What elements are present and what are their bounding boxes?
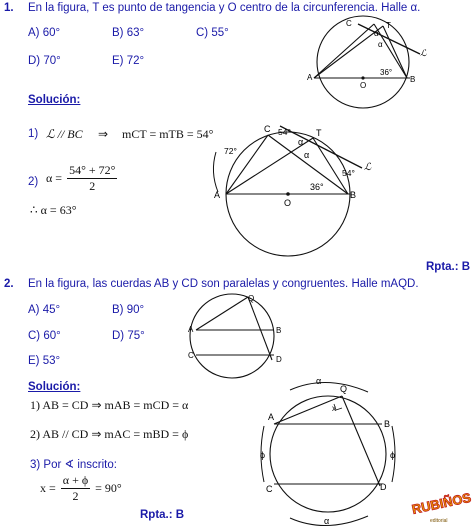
fig-label: x — [332, 404, 336, 413]
fig-label: C — [346, 19, 352, 28]
problem2-step3-formula — [40, 473, 122, 504]
problem1-step3: ∴ α = 63° — [30, 203, 77, 217]
problem1-number: 1. — [4, 2, 14, 14]
problem2-step3: 3) Por ∢ inscrito: — [30, 459, 117, 471]
problem2-step3-numerator: α + ϕ — [62, 473, 89, 487]
problem1-figure-large — [210, 122, 380, 272]
problem2-option-c: C) 60° — [28, 330, 61, 342]
fig-label: A — [214, 190, 221, 200]
fig-label: ℒ — [420, 48, 427, 58]
fig-label: B — [276, 326, 282, 335]
problem2-answer: Rpta.: B — [140, 509, 185, 521]
fig-label: O — [284, 198, 292, 208]
problem2-option-b: B) 90° — [112, 304, 145, 316]
fig-label: Q — [248, 294, 255, 303]
problem1-figure-small — [300, 14, 440, 104]
fig-label: T — [316, 128, 322, 138]
problem1-step2-numerator: 54° + 72° — [69, 163, 116, 177]
problem2-step3-denominator: 2 — [72, 489, 79, 503]
problem1-option-c: C) 55° — [196, 27, 229, 39]
problem1-step2-number: 2) — [28, 176, 39, 188]
fig-label: B — [350, 190, 357, 200]
logo-subtext: editorial — [430, 518, 448, 524]
logo-text: RUBIÑOS — [410, 489, 473, 517]
fig-label: ℒ — [364, 162, 372, 173]
problem1-step2-lhs: α = — [46, 171, 63, 185]
problem1-step2-denominator: 2 — [89, 179, 96, 193]
problem1-option-e: E) 72° — [112, 55, 145, 67]
fig-label: A — [268, 412, 275, 422]
fig-label: α — [304, 150, 310, 160]
fig-label: D — [380, 482, 387, 492]
problem2-step2: 2) AB // CD ⇒ mAC = mBD = ϕ — [30, 427, 189, 441]
problem2-solution-label: Solución: — [28, 381, 81, 393]
fig-label: O — [360, 81, 367, 90]
problem1-step1-arcs: mCT = mTB = 54° — [122, 127, 214, 141]
fig-label: α — [378, 40, 383, 49]
problem1-step2-formula — [46, 163, 119, 194]
problem1-step2-fraction — [67, 163, 117, 194]
problem2-step3-lhs: x = — [40, 481, 56, 495]
fig-label: 54° — [278, 127, 291, 137]
problem2-option-d: D) 75° — [112, 330, 145, 342]
fig-label: T — [386, 21, 391, 30]
problem2-option-a: A) 45° — [28, 304, 61, 316]
fig-label: Q — [340, 384, 348, 394]
fig-label: 36° — [380, 68, 393, 77]
problem2-figure-small — [186, 292, 296, 382]
fig-label: α — [316, 376, 322, 386]
problem2-figure-large — [256, 374, 406, 526]
fig-label: α — [298, 137, 304, 147]
problem1-answer: Rpta.: B — [426, 261, 471, 273]
problem2-step3-fraction — [61, 473, 90, 504]
problem1-statement: En la figura, T es punto de tangencia y O centro de la circunferencia. Halle α. — [28, 2, 421, 14]
problem1-option-b: B) 63° — [112, 27, 145, 39]
fig-label: B — [384, 419, 391, 429]
problem1-step1-arrow: ⇒ — [98, 127, 109, 141]
fig-label: 72° — [224, 146, 237, 156]
fig-label: A — [188, 325, 194, 334]
problem1-option-a: A) 60° — [28, 27, 61, 39]
fig-label: α — [324, 516, 330, 526]
fig-label: ϕ — [390, 450, 396, 460]
problem2-option-e: E) 53° — [28, 355, 61, 367]
problem2-statement: En la figura, las cuerdas AB y CD son paralelas y congruentes. Halle mAQD. — [28, 278, 419, 290]
rubinos-logo — [410, 486, 472, 526]
fig-label: D — [276, 355, 282, 364]
fig-label: C — [266, 484, 273, 494]
problem2-number: 2. — [4, 278, 14, 290]
fig-label: 54° — [342, 168, 355, 178]
fig-label: C — [188, 351, 194, 360]
fig-label: B — [410, 75, 416, 84]
problem1-step1-parallel: ℒ // BC — [46, 127, 83, 141]
fig-label: A — [307, 73, 313, 82]
problem1-solution-label: Solución: — [28, 94, 81, 106]
fig-label: α — [374, 29, 379, 38]
fig-label: 36° — [310, 182, 324, 192]
problem1-option-d: D) 70° — [28, 55, 61, 67]
problem1-step1-number: 1) — [28, 128, 39, 140]
problem2-step3-rhs: = 90° — [95, 481, 122, 495]
fig-label: C — [264, 124, 271, 134]
problem2-step1: 1) AB = CD ⇒ mAB = mCD = α — [30, 398, 189, 412]
fig-label: ϕ — [260, 450, 266, 460]
